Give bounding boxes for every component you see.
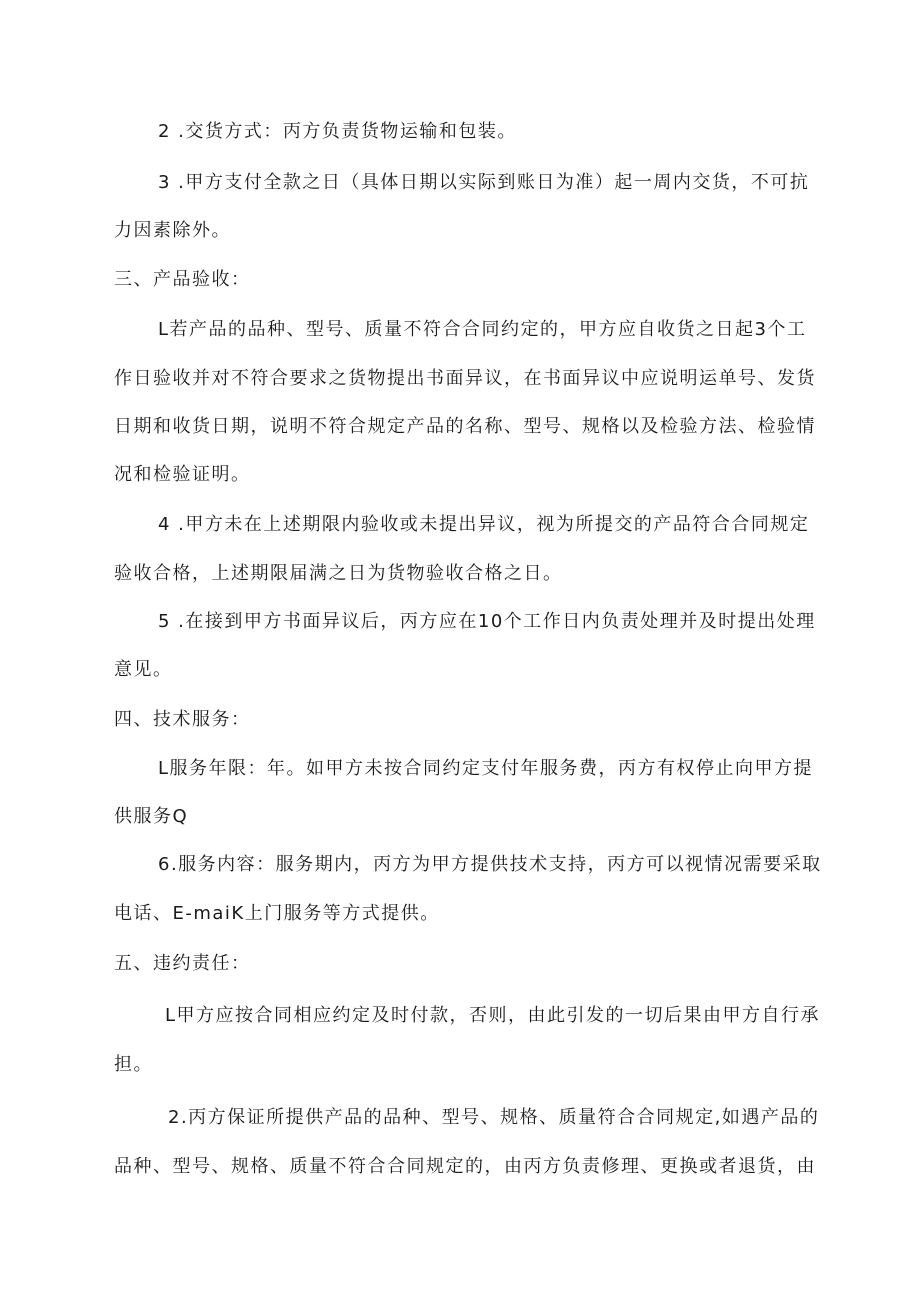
service-clause-1-line2: 供服务Q: [114, 806, 189, 827]
liability-clause-2-line1: 2.丙方保证所提供产品的品种、型号、规格、质量符合合同规定,如遇产品的: [168, 1107, 820, 1128]
acceptance-clause-1-line3: 日期和收货日期，说明不符合规定产品的名称、型号、规格以及检验方法、检验情: [114, 416, 816, 437]
acceptance-clause-1-line1: L若产品的品种、型号、质量不符合合同约定的，甲方应自收货之日起3个工: [158, 319, 807, 340]
acceptance-clause-5-line1: 5 .在接到甲方书面异议后，丙方应在10个工作日内负责处理并及时提出处理: [158, 611, 816, 632]
clause-2-delivery-method: 2 .交货方式：丙方负责货物运输和包装。: [158, 121, 517, 142]
acceptance-clause-1-line2: 作日验收并对不符合要求之货物提出书面异议，在书面异议中应说明运单号、发货: [114, 368, 816, 389]
liability-clause-2-line2: 品种、型号、规格、质量不符合合同规定的，由丙方负责修理、更换或者退货，由: [114, 1156, 816, 1177]
liability-clause-1-line2: 担。: [114, 1054, 153, 1075]
service-clause-6-line2: 电话、E-maiK上门服务等方式提供。: [114, 903, 440, 924]
service-clause-1-line1: L服务年限：年。如甲方未按合同约定支付年服务费，丙方有权停止向甲方提: [158, 758, 814, 779]
section-heading-acceptance: 三、产品验收：: [114, 269, 251, 290]
liability-clause-1-line1: L甲方应按合同相应约定及时付款，否则，由此引发的一切后果由甲方自行承: [165, 1005, 821, 1026]
service-clause-6-line1: 6.服务内容：服务期内，丙方为甲方提供技术支持，丙方可以视情况需要采取: [158, 854, 822, 875]
section-heading-liability: 五、违约责任：: [114, 953, 251, 974]
acceptance-clause-1-line4: 况和检验证明。: [114, 464, 251, 485]
acceptance-clause-4-line1: 4 .甲方未在上述期限内验收或未提出异议，视为所提交的产品符合合同规定: [158, 514, 810, 535]
clause-3-delivery-time-line1: 3 .甲方支付全款之日（具体日期以实际到账日为准）起一周内交货，不可抗: [158, 172, 810, 193]
section-heading-technical-service: 四、技术服务：: [114, 709, 251, 730]
clause-3-delivery-time-line2: 力因素除外。: [114, 220, 231, 241]
acceptance-clause-5-line2: 意见。: [114, 659, 173, 680]
acceptance-clause-4-line2: 验收合格，上述期限届满之日为货物验收合格之日。: [114, 563, 563, 584]
